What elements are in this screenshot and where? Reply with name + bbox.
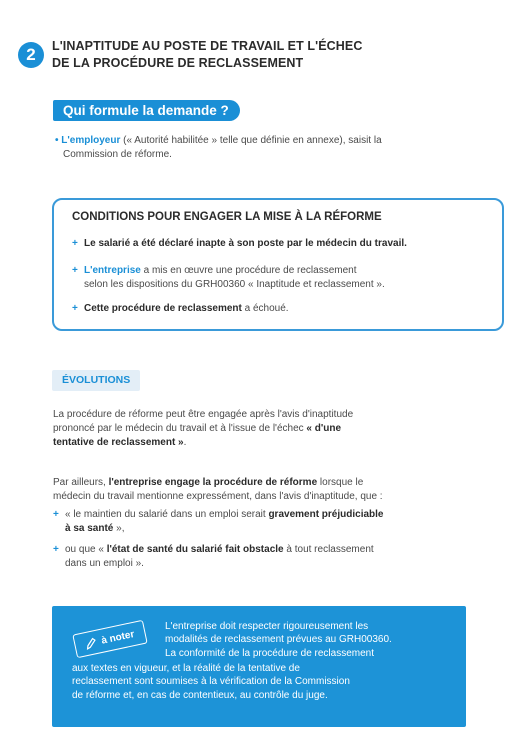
plus-icon: + [72,238,78,249]
evol-b1-line2a: à sa santé [65,523,114,534]
evol-p1-line2b: « d'une [306,423,342,434]
evol-b2-line2: dans un emploi ». [65,558,144,569]
plus-icon: + [72,303,78,314]
note-stamp-label: à noter [100,628,136,647]
note-line6: de réforme et, en cas de contentieux, au contrôle du juge. [72,689,328,701]
request-paragraph [55,134,495,162]
request-who: L'employeur [61,135,121,146]
evol-p2-line1c: lorsque le [317,477,364,488]
evol-p2-line1b: l'entreprise engage la procédure de réforme [108,477,318,488]
evol-b2-line1a: ou que « [65,544,107,555]
section-title-line2: DE LA PROCÉDURE DE RECLASSEMENT [52,56,304,70]
bullet-icon: • [55,135,59,146]
note-line1: L'entreprise doit respecter rigoureusement les [165,621,369,632]
evol-b1-line2b: », [113,523,125,534]
evolutions-bullet-1 [53,508,503,536]
note-line4: aux textes en vigueur, et la réalité de la tentative de [72,663,300,674]
request-line1: (« Autorité habilitée » telle que définie en annexe), saisit la [120,135,382,146]
section-title [52,38,472,72]
condition-3-bold: Cette procédure de reclassement [84,303,242,314]
plus-icon: + [53,509,59,520]
evol-p1-line1: La procédure de réforme peut être engagée après l'avis d'inaptitude [53,409,354,420]
section-title-line1: L'INAPTITUDE AU POSTE DE TRAVAIL ET L'ÉCHEC [52,39,363,53]
evolutions-paragraph-1 [53,408,503,450]
condition-item-1 [72,237,407,251]
note-text-bottom [72,662,457,702]
pencil-icon [85,636,99,650]
condition-1-text: Le salarié a été déclaré inapte à son poste par le médecin du travail. [84,238,407,249]
evolutions-paragraph-2 [53,476,503,504]
plus-icon: + [53,544,59,555]
evol-p1-line3b: . [183,437,187,448]
evol-p2-line2: médecin du travail mentionne expressément, dans l'avis d'inaptitude, que : [53,491,383,502]
condition-2-bold: L'entreprise [84,265,141,276]
condition-item-3 [72,302,289,316]
evol-b1-line1b: gravement préjudiciable [268,509,384,520]
evol-p2-line1a: Par ailleurs, [53,477,109,488]
note-line5: reclassement sont soumises à la vérification de la Commission [72,676,350,688]
conditions-title: CONDITIONS POUR ENGAGER LA MISE À LA RÉFORME [72,211,382,223]
evol-p1-line2a: prononcé par le médecin du travail et à l'issue de l'échec [53,423,307,434]
request-line2: Commission de réforme. [63,149,172,160]
condition-2-line2: selon les dispositions du GRH00360 « Inaptitude et reclassement ». [84,279,385,290]
note-line2: modalités de reclassement prévues au GRH00360. [165,634,392,646]
section-number: 2 [26,45,36,64]
evol-b2-line1b: l'état de santé du salarié fait obstacle [106,544,284,555]
condition-3-rest: a échoué. [241,303,289,314]
plus-icon: + [72,265,78,276]
condition-2-rest: a mis en œuvre une procédure de reclassement [140,265,357,276]
evol-b1-line1a: « le maintien du salarié dans un emploi serait [65,509,269,520]
evolutions-bullet-2 [53,543,503,571]
evol-p1-line3a: tentative de reclassement » [53,437,184,448]
condition-item-2 [72,264,385,292]
request-heading: Qui formule la demande ? [53,100,240,121]
evol-b2-line1c: à tout reclassement [283,544,374,555]
note-text-top [165,620,455,660]
note-line3: La conformité de la procédure de reclassement [165,647,375,659]
section-number-badge [18,42,44,68]
evolutions-tag: ÉVOLUTIONS [52,370,140,391]
